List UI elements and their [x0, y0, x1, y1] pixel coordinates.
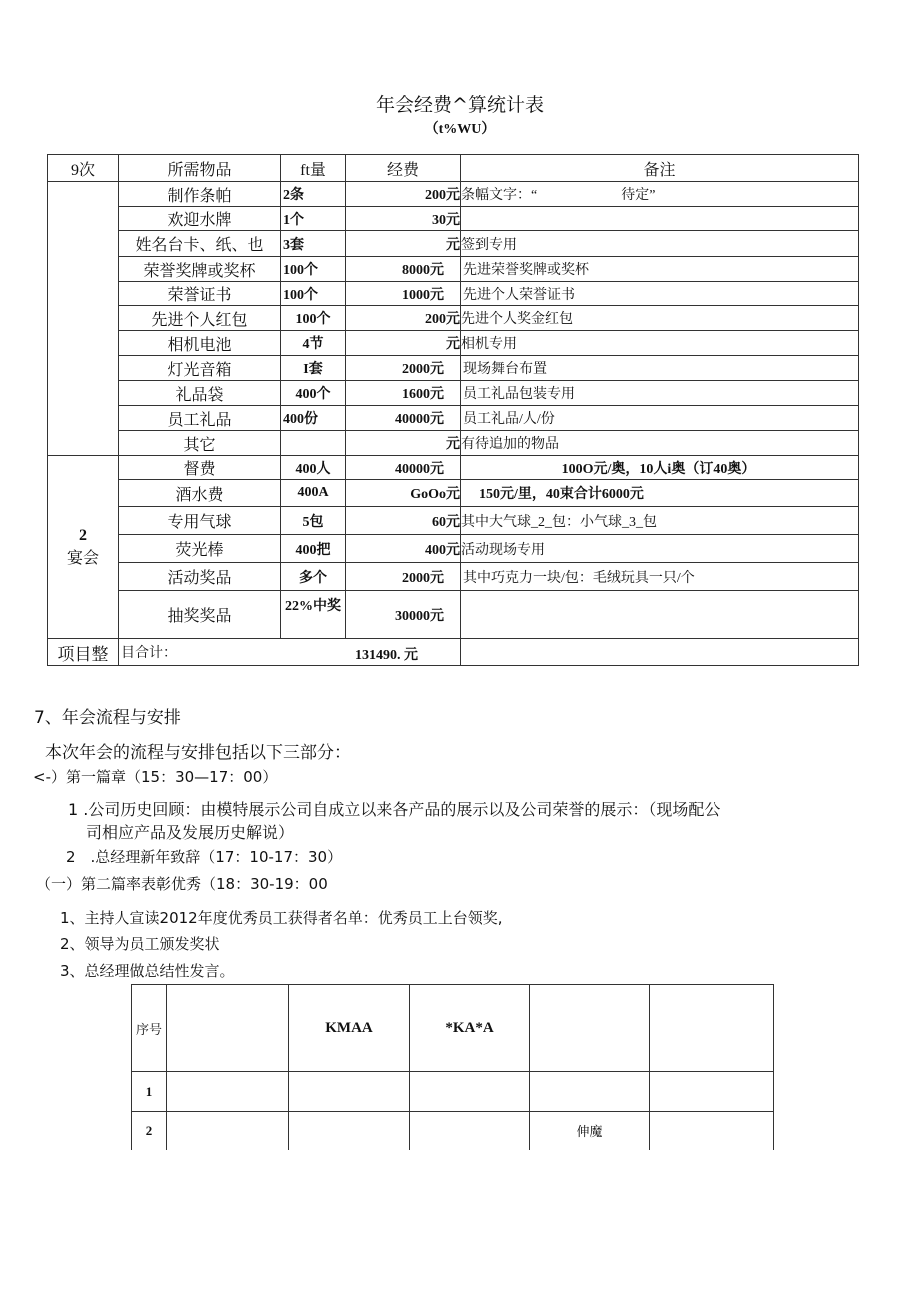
table-row [48, 231, 859, 257]
table-row [48, 207, 859, 231]
cost-cell: 400元 [346, 535, 461, 563]
header-cost: 经费 [346, 155, 461, 182]
cost-cell: GoOo元 [346, 480, 461, 507]
item-cell: 礼品袋 [119, 381, 281, 406]
qty-cell: 100个 [281, 306, 346, 331]
award-cell [167, 1112, 289, 1150]
qty-cell: 1个 [281, 207, 346, 231]
doc-title: 年会经费^算统计表 [376, 94, 544, 116]
header-note: 备注 [461, 155, 859, 182]
award-header: 序号 [132, 985, 167, 1072]
table-row [48, 331, 859, 356]
qty-cell: 2条 [281, 182, 346, 207]
cost-cell: 30元 [346, 207, 461, 231]
award-cell [650, 1112, 774, 1150]
item-cell: 员工礼品 [119, 406, 281, 431]
total-sum-cell [119, 639, 461, 666]
award-cell [410, 1072, 530, 1112]
note-cell: 其中大气球_2_包：小气球_3_包 [461, 507, 859, 535]
qty-cell: I套 [281, 356, 346, 381]
table-row [48, 182, 859, 207]
part2-item: 3、总经理做总结性发言。 [60, 962, 235, 980]
table-row [48, 431, 859, 456]
award-table [131, 984, 774, 1150]
table-row [48, 406, 859, 431]
item-cell: 荧光棒 [119, 535, 281, 563]
award-cell: 1 [132, 1072, 167, 1112]
table-row [48, 306, 859, 331]
item-cell: 活动奖品 [119, 563, 281, 591]
table-row [48, 535, 859, 563]
item-cell: 荣誉奖牌或奖杯 [119, 257, 281, 282]
total-sum-label: 目合计： [121, 646, 177, 661]
item-cell: 姓名台卡、纸、也 [119, 231, 281, 257]
header-item: 所需物品 [119, 155, 281, 182]
table-row [48, 563, 859, 591]
note-cell: 150元/里，40束合计6000元 [461, 480, 859, 507]
cost-cell: 30000元 [346, 591, 461, 639]
group-number: 2 [79, 526, 87, 544]
item-cell: 欢迎水牌 [119, 207, 281, 231]
cost-cell: 200元 [346, 306, 461, 331]
qty-cell: 400人 [281, 456, 346, 480]
qty-cell: 22%中奖 [281, 591, 346, 639]
table-row [132, 1072, 774, 1112]
cost-cell: 2000元 [346, 356, 461, 381]
note-cell: 签到专用 [461, 231, 859, 257]
item-cell: 荣誉证书 [119, 282, 281, 306]
qty-cell: 100个 [281, 282, 346, 306]
group-label-cell [48, 182, 119, 456]
award-header [167, 985, 289, 1072]
cost-cell: 60元 [346, 507, 461, 535]
doc-subtitle: （t%WU） [424, 122, 496, 137]
award-cell [289, 1112, 410, 1150]
award-header [530, 985, 650, 1072]
note-cell: 相机专用 [461, 331, 859, 356]
table-row [48, 282, 859, 306]
budget-table [47, 154, 859, 666]
cost-cell: 8000元 [346, 257, 461, 282]
item-cell: 相机电池 [119, 331, 281, 356]
item-cell: 酒水费 [119, 480, 281, 507]
table-row [48, 257, 859, 282]
total-sum-value: 131490. 元 [355, 648, 418, 663]
item-cell: 专用气球 [119, 507, 281, 535]
part1-item: 2 .总经理新年致辞（17：10-17：30） [66, 848, 343, 866]
qty-cell: 400个 [281, 381, 346, 406]
total-row [48, 639, 859, 666]
table-row [48, 480, 859, 507]
note-cell [461, 207, 859, 231]
award-cell: 2 [132, 1112, 167, 1150]
note-cell: 现场舞台布置 [461, 356, 859, 381]
qty-cell: 4节 [281, 331, 346, 356]
item-cell: 抽奖奖品 [119, 591, 281, 639]
table-row [48, 356, 859, 381]
cost-cell: 元 [346, 331, 461, 356]
note-cell: 条幅文字：“ 待定” [461, 182, 859, 207]
award-cell [650, 1072, 774, 1112]
table-row [48, 591, 859, 639]
award-cell [289, 1072, 410, 1112]
item-cell: 灯光音箱 [119, 356, 281, 381]
note-cell: 有待追加的物品 [461, 431, 859, 456]
item-cell: 制作条帕 [119, 182, 281, 207]
qty-cell: 400份 [281, 406, 346, 431]
qty-cell: 400把 [281, 535, 346, 563]
qty-cell: 5包 [281, 507, 346, 535]
note-cell: 员工礼品包装专用 [461, 381, 859, 406]
part2-item: 2、领导为员工颁发奖状 [60, 935, 220, 953]
part1-heading: <-）第一篇章（15：30—17：00） [33, 768, 278, 786]
qty-cell: 400A [281, 480, 346, 507]
budget-header-row [48, 155, 859, 182]
note-cell: 先进荣誉奖牌或奖杯 [461, 257, 859, 282]
section-heading: 7、年会流程与安排 [34, 708, 181, 728]
header-qty: ft量 [281, 155, 346, 182]
award-header [650, 985, 774, 1072]
item-cell: 督费 [119, 456, 281, 480]
cost-cell: 1600元 [346, 381, 461, 406]
qty-cell [281, 431, 346, 456]
total-label: 项目整 [48, 639, 119, 666]
cost-cell: 1000元 [346, 282, 461, 306]
qty-cell: 100个 [281, 257, 346, 282]
part1-item: 司相应产品及发展历史解说） [86, 823, 295, 842]
cost-cell: 40000元 [346, 456, 461, 480]
item-cell: 先进个人红包 [119, 306, 281, 331]
header-seq: 9次 [48, 155, 119, 182]
note-cell: 先进个人奖金红包 [461, 306, 859, 331]
note-cell: 其中巧克力一块/包：毛绒玩具一只/个 [461, 563, 859, 591]
award-header: *KA*A [410, 985, 530, 1072]
note-cell: 活动现场专用 [461, 535, 859, 563]
award-cell: 伸魔 [530, 1112, 650, 1150]
table-row [48, 456, 859, 480]
section-intro: 本次年会的流程与安排包括以下三部分： [45, 743, 351, 763]
cost-cell: 元 [346, 231, 461, 257]
group-label: 宴会 [66, 549, 99, 567]
note-cell [461, 591, 859, 639]
group-label-cell [48, 456, 119, 639]
note-cell: 100O元/奥，10人i奥（订40奥） [461, 456, 859, 480]
note-cell: 先进个人荣誉证书 [461, 282, 859, 306]
award-header-row [132, 985, 774, 1072]
qty-cell: 3套 [281, 231, 346, 257]
total-note [461, 639, 859, 666]
award-cell [167, 1072, 289, 1112]
note-cell: 员工礼品/人/份 [461, 406, 859, 431]
cost-cell: 40000元 [346, 406, 461, 431]
qty-cell: 多个 [281, 563, 346, 591]
award-cell [530, 1072, 650, 1112]
table-row [48, 507, 859, 535]
cost-cell: 200元 [346, 182, 461, 207]
cost-cell: 2000元 [346, 563, 461, 591]
part1-item: 1 .公司历史回顾：由模特展示公司自成立以来各产品的展示以及公司荣誉的展示：（现场配公 [68, 800, 721, 819]
award-cell [410, 1112, 530, 1150]
table-row [48, 381, 859, 406]
part2-heading: （一）第二篇率表彰优秀（18：30-19：00 [36, 875, 328, 893]
award-header: KMAA [289, 985, 410, 1072]
item-cell: 其它 [119, 431, 281, 456]
table-row [132, 1112, 774, 1150]
cost-cell: 元 [346, 431, 461, 456]
part2-item: 1、主持人宣读2012年度优秀员工获得者名单：优秀员工上台领奖, [60, 909, 503, 927]
